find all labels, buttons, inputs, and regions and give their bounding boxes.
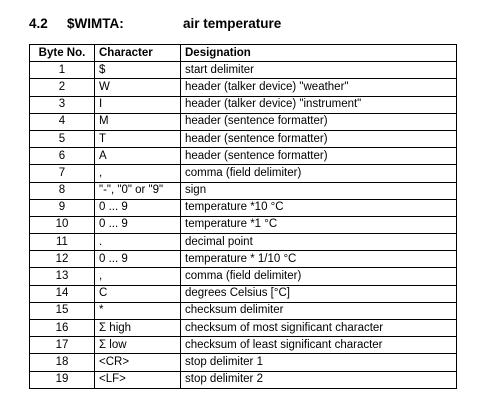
- byte-cell: 5: [30, 130, 95, 147]
- designation-cell: checksum delimiter: [181, 302, 457, 319]
- designation-cell: header (talker device) "instrument": [181, 96, 457, 113]
- designation-cell: comma (field delimiter): [181, 268, 457, 285]
- designation-cell: header (sentence formatter): [181, 113, 457, 130]
- table-body: [30, 62, 457, 389]
- designation-cell: header (sentence formatter): [181, 130, 457, 147]
- table-row: [30, 148, 457, 165]
- byte-cell: 4: [30, 113, 95, 130]
- byte-cell: 3: [30, 96, 95, 113]
- byte-cell: 12: [30, 251, 95, 268]
- table-row: [30, 371, 457, 388]
- byte-cell: 7: [30, 165, 95, 182]
- byte-cell: 14: [30, 285, 95, 302]
- table-row: [30, 96, 457, 113]
- table-row: [30, 199, 457, 216]
- table-row: [30, 285, 457, 302]
- character-cell: 0 ... 9: [95, 216, 181, 233]
- byte-cell: 18: [30, 354, 95, 371]
- table-row: [30, 216, 457, 233]
- byte-cell: 10: [30, 216, 95, 233]
- byte-cell: 2: [30, 79, 95, 96]
- table-row: [30, 234, 457, 251]
- character-cell: ,: [95, 268, 181, 285]
- table-row: [30, 62, 457, 79]
- character-cell: I: [95, 96, 181, 113]
- byte-cell: 19: [30, 371, 95, 388]
- byte-cell: 9: [30, 199, 95, 216]
- table-row: [30, 320, 457, 337]
- table-row: [30, 302, 457, 319]
- designation-cell: checksum of most significant character: [181, 320, 457, 337]
- character-cell: <LF>: [95, 371, 181, 388]
- byte-cell: 11: [30, 234, 95, 251]
- header-designation: Designation: [181, 45, 457, 62]
- designation-cell: comma (field delimiter): [181, 165, 457, 182]
- designation-cell: start delimiter: [181, 62, 457, 79]
- character-cell: C: [95, 285, 181, 302]
- character-cell: .: [95, 234, 181, 251]
- table-row: [30, 113, 457, 130]
- table-row: [30, 354, 457, 371]
- byte-cell: 16: [30, 320, 95, 337]
- table-row: [30, 268, 457, 285]
- designation-cell: header (sentence formatter): [181, 148, 457, 165]
- designation-cell: temperature *10 °C: [181, 199, 457, 216]
- table-row: [30, 251, 457, 268]
- table-row: [30, 165, 457, 182]
- character-cell: Σ high: [95, 320, 181, 337]
- character-cell: *: [95, 302, 181, 319]
- byte-cell: 8: [30, 182, 95, 199]
- table-header-row: [30, 45, 457, 62]
- table-row: [30, 337, 457, 354]
- designation-cell: temperature *1 °C: [181, 216, 457, 233]
- byte-cell: 6: [30, 148, 95, 165]
- sentence-code: $WIMTA:: [67, 16, 124, 31]
- table-row: [30, 130, 457, 147]
- designation-cell: stop delimiter 2: [181, 371, 457, 388]
- table-row: [30, 79, 457, 96]
- character-cell: 0 ... 9: [95, 251, 181, 268]
- designation-cell: temperature * 1/10 °C: [181, 251, 457, 268]
- character-cell: ,: [95, 165, 181, 182]
- designation-cell: sign: [181, 182, 457, 199]
- character-cell: <CR>: [95, 354, 181, 371]
- byte-cell: 15: [30, 302, 95, 319]
- byte-cell: 13: [30, 268, 95, 285]
- sentence-structure-table: [29, 44, 457, 389]
- section-title: air temperature: [183, 16, 282, 31]
- character-cell: W: [95, 79, 181, 96]
- character-cell: "-", "0" or "9": [95, 182, 181, 199]
- byte-cell: 17: [30, 337, 95, 354]
- header-byte-no: Byte No.: [30, 45, 95, 62]
- character-cell: Σ low: [95, 337, 181, 354]
- character-cell: T: [95, 130, 181, 147]
- designation-cell: checksum of least significant character: [181, 337, 457, 354]
- byte-cell: 1: [30, 62, 95, 79]
- designation-cell: decimal point: [181, 234, 457, 251]
- table-row: [30, 182, 457, 199]
- character-cell: 0 ... 9: [95, 199, 181, 216]
- designation-cell: degrees Celsius [°C]: [181, 285, 457, 302]
- section-number: 4.2: [29, 16, 48, 31]
- character-cell: M: [95, 113, 181, 130]
- header-character: Character: [95, 45, 181, 62]
- character-cell: $: [95, 62, 181, 79]
- designation-cell: header (talker device) "weather": [181, 79, 457, 96]
- character-cell: A: [95, 148, 181, 165]
- designation-cell: stop delimiter 1: [181, 354, 457, 371]
